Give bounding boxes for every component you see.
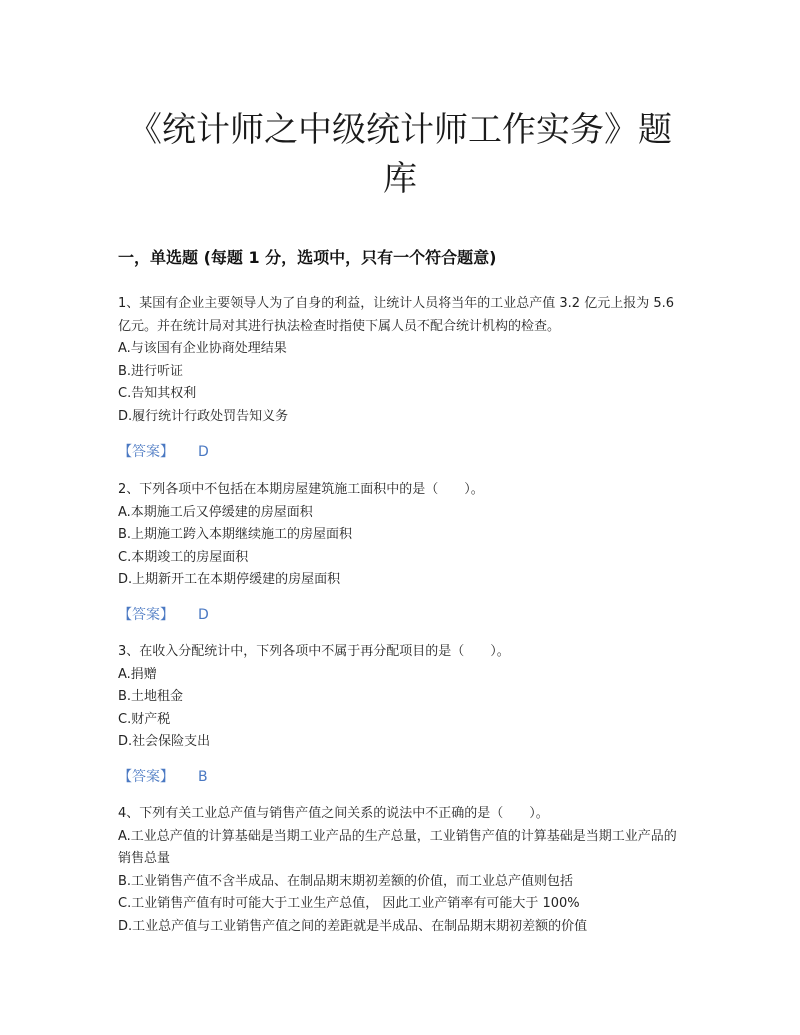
answer-label: 【答案】 xyxy=(118,607,174,623)
option-a: A.本期施工后又停缓建的房屋面积 xyxy=(118,504,313,520)
answer-value: D xyxy=(198,444,209,460)
option-d: D.社会保险支出 xyxy=(118,734,211,749)
option-d: D.上期新开工在本期停缓建的房屋面积 xyxy=(118,572,341,587)
question-3 xyxy=(118,641,683,754)
answer-3 xyxy=(118,766,208,788)
question-2 xyxy=(118,479,683,592)
question-stem: 2、下列各项中不包括在本期房屋建筑施工面积中的是（ ）。 xyxy=(118,482,484,497)
option-a: A.与该国有企业协商处理结果 xyxy=(118,341,287,356)
answer-value: D xyxy=(198,607,209,623)
document-title-line1: 《统计师之中级统计师工作实务》题 xyxy=(128,110,672,150)
option-a: A.捐赠 xyxy=(118,666,157,682)
option-a: A.工业总产值的计算基础是当期工业产品的生产总量，工业销售产值的计算基础是当期工业产品的销售总量 xyxy=(118,828,677,866)
question-stem: 4、下列有关工业总产值与销售产值之间关系的说法中不正确的是（ ）。 xyxy=(118,806,549,821)
answer-1 xyxy=(118,441,209,463)
option-b: B.上期施工跨入本期继续施工的房屋面积 xyxy=(118,527,353,542)
option-c: C.财产税 xyxy=(118,711,171,727)
question-4 xyxy=(118,803,683,938)
answer-2 xyxy=(118,604,209,626)
answer-label: 【答案】 xyxy=(118,444,174,460)
answer-value: B xyxy=(198,769,208,785)
option-c: C.工业销售产值有时可能大于工业生产总值， 因此工业产销率有可能大于 100% xyxy=(118,896,580,911)
option-b: B.工业销售产值不含半成品、在制品期末期初差额的价值，而工业总产值则包括 xyxy=(118,873,574,889)
question-stem: 3、在收入分配统计中，下列各项中不属于再分配项目的是（ ）。 xyxy=(118,644,510,659)
question-1 xyxy=(118,293,683,428)
option-d: D.履行统计行政处罚告知义务 xyxy=(118,408,289,424)
option-c: C.本期竣工的房屋面积 xyxy=(118,549,249,565)
option-d: D.工业总产值与工业销售产值之间的差距就是半成品、在制品期末期初差额的价值 xyxy=(118,918,588,934)
document-title xyxy=(100,106,700,204)
document-title-line2: 库 xyxy=(383,159,417,199)
section-heading: 一，单选题 (每题 1 分，选项中，只有一个符合题意) xyxy=(118,248,497,267)
answer-label: 【答案】 xyxy=(118,769,174,785)
option-b: B.土地租金 xyxy=(118,689,184,704)
option-b: B.进行听证 xyxy=(118,363,184,379)
question-stem: 1、某国有企业主要领导人为了自身的利益，让统计人员将当年的工业总产值 3.2 亿元上报为 5.6 亿元。并在统计局对其进行执法检查时指使下属人员不配合统计机构的检查。 xyxy=(118,296,675,334)
option-c: C.告知其权利 xyxy=(118,386,197,401)
